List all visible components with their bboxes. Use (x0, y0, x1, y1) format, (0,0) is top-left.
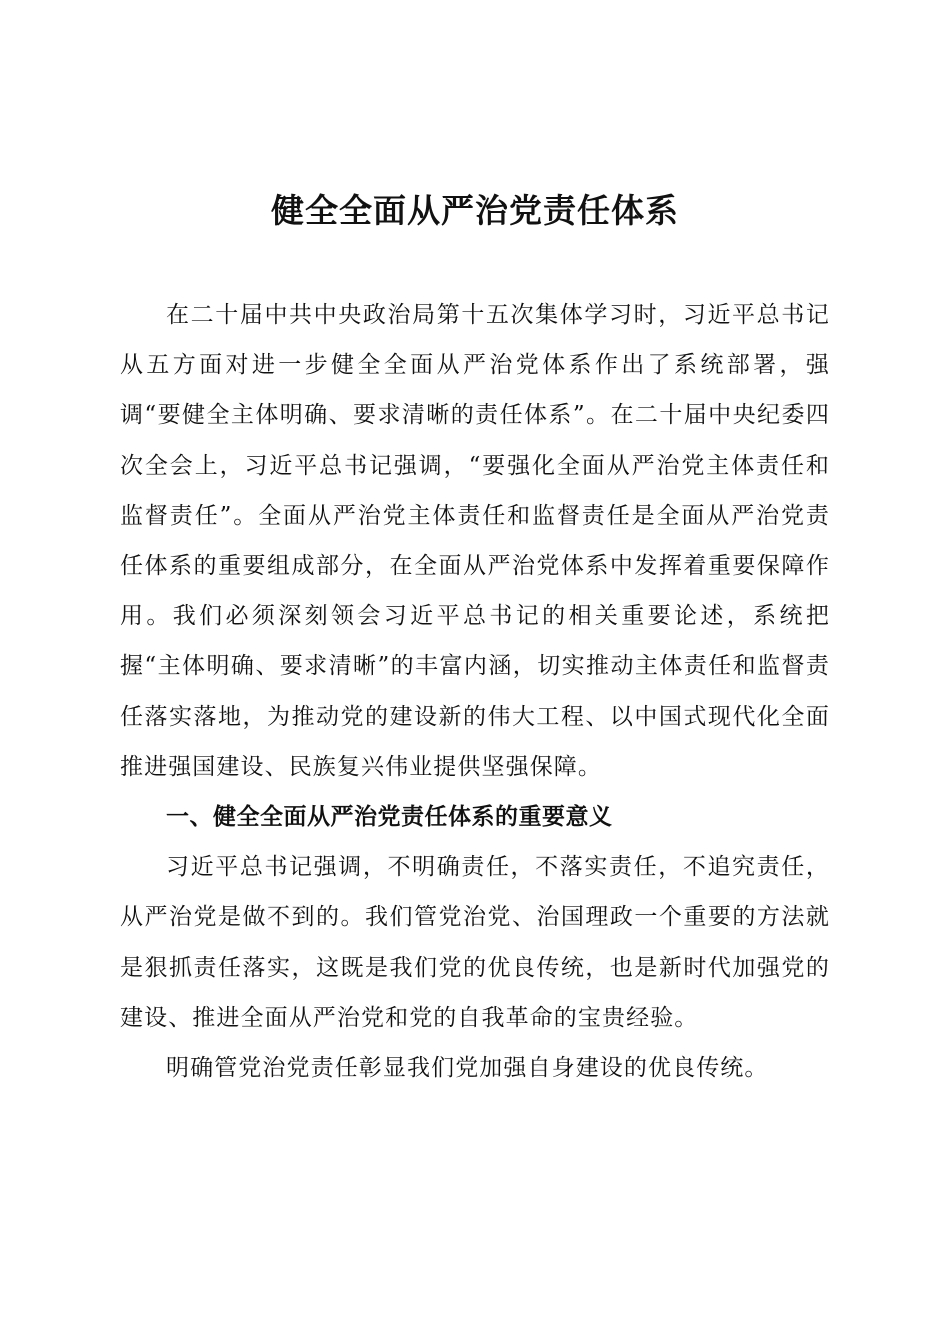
document-body (120, 290, 830, 1093)
section-heading-1: 一、健全全面从严治党责任体系的重要意义 (166, 804, 613, 831)
paragraph-section-2: 明确管党治党责任彰显我们党加强自身建设的优良传统。 (166, 1055, 769, 1082)
document-title: 健全全面从严治党责任体系 (271, 191, 679, 230)
paragraph-intro: 在二十届中共中央政治局第十五次集体学习时，习近平总书记从五方面对进一步健全全面从严治党体系作出了系统部署，强调“要健全主体明确、要求清晰的责任体系”。在二十届中央纪委四次全会上，习近平总书记强调，“要强化全面从严治党主体责任和监督责任”。全面从严治党主体责任和监督责任是全面从严治党责任体系的重要组成部分，在全面从严治党体系中发挥着重要保障作用。我们必须深刻领会习近平总书记的相关重要论述，系统把握“主体明确、要求清晰”的丰富内涵，切实推动主体责任和监督责任落实落地，为推动党的建设新的伟大工程、以中国式现代化全面推进强国建设、民族复兴伟业提供坚强保障。 (120, 302, 830, 780)
paragraph-section-1: 习近平总书记强调，不明确责任，不落实责任，不追究责任，从严治党是做不到的。我们管党治党、治国理政一个重要的方法就是狠抓责任落实，这既是我们党的优良传统，也是新时代加强党的建设、推进全面从严治党和党的自我革命的宝贵经验。 (120, 854, 830, 1031)
